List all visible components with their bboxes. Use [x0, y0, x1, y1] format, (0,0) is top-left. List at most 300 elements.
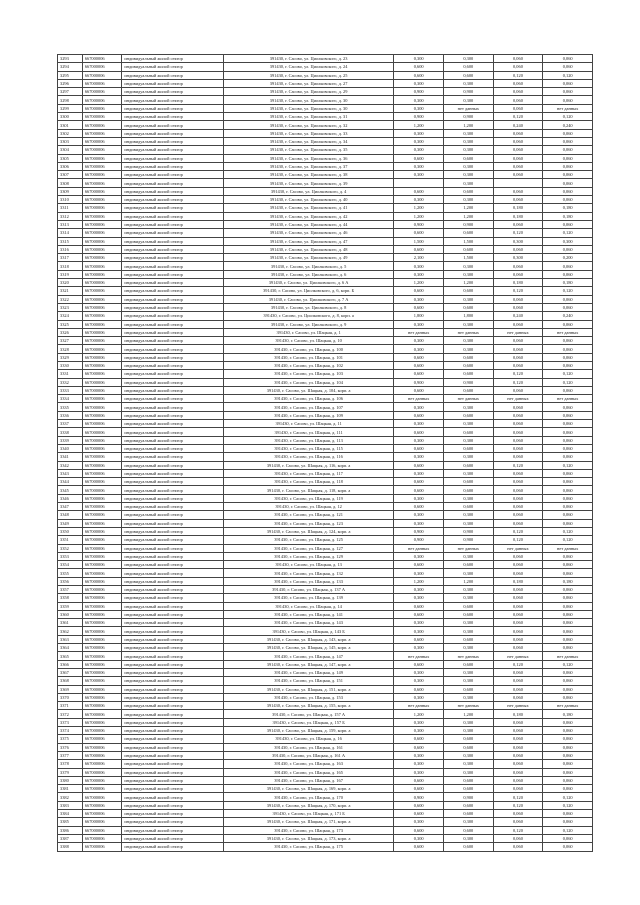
sector-type: индивидуальный жилой сектор: [122, 834, 224, 842]
volume-3: [493, 179, 543, 187]
row-number: 3331: [58, 370, 83, 378]
volume-3: 0,060: [493, 677, 543, 685]
volume-1: 0,300: [394, 586, 444, 594]
volume-2: 0,300: [443, 420, 493, 428]
volume-1: 0,600: [394, 187, 444, 195]
volume-2: 0,300: [443, 727, 493, 735]
volume-2: 0,900: [443, 536, 493, 544]
object-code: 667000006: [82, 361, 122, 369]
volume-3: 0,120: [493, 801, 543, 809]
object-code: 667000006: [82, 610, 122, 618]
volume-1: 0,300: [394, 295, 444, 303]
volume-3: 0,060: [493, 469, 543, 477]
volume-4: 0,060: [543, 179, 593, 187]
volume-3: 0,060: [493, 834, 543, 842]
address: 391430, г. Сасово, ул. Циолковского, д. 49: [223, 254, 393, 262]
row-number: 3308: [58, 179, 83, 187]
row-number: 3314: [58, 229, 83, 237]
sector-type: индивидуальный жилой сектор: [122, 196, 224, 204]
address: 391430, г. Сасово, ул. Шацкая, д. 117: [223, 469, 393, 477]
object-code: 667000006: [82, 810, 122, 818]
table-row: [58, 727, 593, 735]
volume-1: 0,600: [394, 411, 444, 419]
table-row: [58, 204, 593, 212]
volume-4: 0,120: [543, 826, 593, 834]
sector-type: индивидуальный жилой сектор: [122, 179, 224, 187]
volume-2: 0,600: [443, 685, 493, 693]
volume-1: 0,600: [394, 503, 444, 511]
volume-4: 0,060: [543, 428, 593, 436]
data-table: [57, 54, 593, 852]
address: 391430, г. Сасово, ул. Шацкая, д. 141: [223, 610, 393, 618]
sector-type: индивидуальный жилой сектор: [122, 677, 224, 685]
volume-3: 0,060: [493, 552, 543, 560]
sector-type: индивидуальный жилой сектор: [122, 527, 224, 535]
address: 391430, г. Сасово, ул. Циолковского, д. 46: [223, 229, 393, 237]
address: 391430, г. Сасово, ул. Циолковского, д. 7 А: [223, 295, 393, 303]
volume-3: 0,060: [493, 162, 543, 170]
table-row: [58, 610, 593, 618]
row-number: 3371: [58, 702, 83, 710]
row-number: 3384: [58, 810, 83, 818]
volume-1: 0,600: [394, 843, 444, 851]
sector-type: индивидуальный жилой сектор: [122, 287, 224, 295]
row-number: 3317: [58, 254, 83, 262]
volume-2: 0,300: [443, 751, 493, 759]
volume-4: 0,060: [543, 337, 593, 345]
volume-4: 0,060: [543, 776, 593, 784]
volume-1: [394, 179, 444, 187]
volume-1: 0,300: [394, 751, 444, 759]
table-row: [58, 810, 593, 818]
table-row: [58, 478, 593, 486]
sector-type: индивидуальный жилой сектор: [122, 843, 224, 851]
table-row: [58, 511, 593, 519]
object-code: 667000006: [82, 312, 122, 320]
row-number: 3380: [58, 776, 83, 784]
address: 391430, г. Сасово, ул. Шацкая, д. 124, корп. а: [223, 527, 393, 535]
volume-1: 0,600: [394, 776, 444, 784]
object-code: 667000006: [82, 718, 122, 726]
volume-1: 0,600: [394, 660, 444, 668]
sector-type: индивидуальный жилой сектор: [122, 337, 224, 345]
volume-1: 0,300: [394, 104, 444, 112]
row-number: 3307: [58, 171, 83, 179]
volume-4: 0,060: [543, 320, 593, 328]
volume-4: 0,060: [543, 469, 593, 477]
volume-3: 0,060: [493, 171, 543, 179]
volume-1: 0,600: [394, 287, 444, 295]
table-row: [58, 403, 593, 411]
volume-4: 0,060: [543, 818, 593, 826]
object-code: 667000006: [82, 693, 122, 701]
sector-type: индивидуальный жилой сектор: [122, 420, 224, 428]
volume-1: 0,300: [394, 627, 444, 635]
address: 391430, г. Сасово, ул. Шацкая, д. 147, корп. а: [223, 660, 393, 668]
volume-3: 0,120: [493, 660, 543, 668]
volume-3: 0,120: [493, 527, 543, 535]
volume-3: 0,060: [493, 337, 543, 345]
volume-1: 0,300: [394, 552, 444, 560]
table-row: [58, 552, 593, 560]
volume-4: 0,060: [543, 677, 593, 685]
row-number: 3347: [58, 503, 83, 511]
volume-2: 0,300: [443, 295, 493, 303]
sector-type: индивидуальный жилой сектор: [122, 411, 224, 419]
table-row: [58, 776, 593, 784]
volume-3: 0,060: [493, 478, 543, 486]
table-row: [58, 818, 593, 826]
sector-type: индивидуальный жилой сектор: [122, 760, 224, 768]
row-number: 3335: [58, 403, 83, 411]
volume-1: нет данных: [394, 328, 444, 336]
object-code: 667000006: [82, 337, 122, 345]
volume-3: 0,060: [493, 453, 543, 461]
sector-type: индивидуальный жилой сектор: [122, 320, 224, 328]
row-number: 3351: [58, 536, 83, 544]
row-number: 3381: [58, 785, 83, 793]
object-code: 667000006: [82, 619, 122, 627]
volume-4: нет данных: [543, 328, 593, 336]
volume-4: нет данных: [543, 544, 593, 552]
sector-type: индивидуальный жилой сектор: [122, 79, 224, 87]
sector-type: индивидуальный жилой сектор: [122, 469, 224, 477]
volume-4: 0,060: [543, 644, 593, 652]
object-code: 667000006: [82, 469, 122, 477]
volume-4: 0,060: [543, 353, 593, 361]
volume-3: 0,060: [493, 146, 543, 154]
table-row: [58, 179, 593, 187]
table-row: [58, 619, 593, 627]
address: 391430, г. Сасово, ул. Циолковского, д. 4: [223, 187, 393, 195]
volume-3: 0,060: [493, 586, 543, 594]
object-code: 667000006: [82, 303, 122, 311]
volume-2: 0,600: [443, 486, 493, 494]
row-number: 3295: [58, 71, 83, 79]
object-code: 667000006: [82, 735, 122, 743]
volume-3: 0,060: [493, 594, 543, 602]
sector-type: индивидуальный жилой сектор: [122, 279, 224, 287]
volume-1: 0,600: [394, 386, 444, 394]
row-number: 3341: [58, 453, 83, 461]
table-row: [58, 660, 593, 668]
sector-type: индивидуальный жилой сектор: [122, 635, 224, 643]
volume-2: 0,300: [443, 627, 493, 635]
volume-2: 0,600: [443, 602, 493, 610]
object-code: 667000006: [82, 635, 122, 643]
sector-type: индивидуальный жилой сектор: [122, 121, 224, 129]
volume-1: 1,200: [394, 121, 444, 129]
volume-4: 0,060: [543, 411, 593, 419]
volume-1: нет данных: [394, 395, 444, 403]
row-number: 3340: [58, 444, 83, 452]
volume-1: 0,600: [394, 461, 444, 469]
volume-4: 0,120: [543, 113, 593, 121]
volume-1: 0,300: [394, 727, 444, 735]
volume-4: 0,060: [543, 619, 593, 627]
table-row: [58, 254, 593, 262]
volume-3: 0,060: [493, 843, 543, 851]
table-row: [58, 527, 593, 535]
volume-3: 0,060: [493, 270, 543, 278]
object-code: 667000006: [82, 55, 122, 63]
address: 391430, г. Сасово, ул. Шацкая, д. 153: [223, 693, 393, 701]
object-code: 667000006: [82, 104, 122, 112]
table-row: [58, 121, 593, 129]
volume-1: 0,600: [394, 801, 444, 809]
volume-4: 0,060: [543, 187, 593, 195]
address: 391430, г. Сасово, ул. Шацкая, д. 12: [223, 503, 393, 511]
table-row: [58, 303, 593, 311]
volume-3: 0,120: [493, 536, 543, 544]
table-row: [58, 536, 593, 544]
sector-type: индивидуальный жилой сектор: [122, 295, 224, 303]
sector-type: индивидуальный жилой сектор: [122, 104, 224, 112]
sector-type: индивидуальный жилой сектор: [122, 378, 224, 386]
row-number: 3376: [58, 743, 83, 751]
row-number: 3360: [58, 610, 83, 618]
volume-3: 0,300: [493, 254, 543, 262]
volume-3: 0,120: [493, 71, 543, 79]
volume-1: 0,600: [394, 685, 444, 693]
volume-4: 0,060: [543, 79, 593, 87]
table-row: [58, 88, 593, 96]
volume-1: 0,900: [394, 113, 444, 121]
row-number: 3330: [58, 361, 83, 369]
volume-1: 0,300: [394, 644, 444, 652]
volume-1: 0,600: [394, 361, 444, 369]
address: 391430, г. Сасово, ул. Циолковского, д. 8: [223, 303, 393, 311]
volume-2: 0,300: [443, 453, 493, 461]
volume-1: 0,300: [394, 619, 444, 627]
table-row: [58, 785, 593, 793]
volume-4: 0,060: [543, 154, 593, 162]
sector-type: индивидуальный жилой сектор: [122, 793, 224, 801]
volume-3: 0,060: [493, 486, 543, 494]
volume-2: нет данных: [443, 652, 493, 660]
table-row: [58, 503, 593, 511]
row-number: 3383: [58, 801, 83, 809]
volume-2: 0,300: [443, 96, 493, 104]
volume-3: 0,060: [493, 403, 543, 411]
address: 391430, г. Сасово, ул. Шацкая, д. 167: [223, 776, 393, 784]
row-number: 3333: [58, 386, 83, 394]
row-number: 3320: [58, 279, 83, 287]
table-row: [58, 718, 593, 726]
volume-4: нет данных: [543, 652, 593, 660]
volume-4: 0,060: [543, 743, 593, 751]
volume-3: нет данных: [493, 544, 543, 552]
volume-2: 0,600: [443, 735, 493, 743]
volume-2: 1,800: [443, 312, 493, 320]
sector-type: индивидуальный жилой сектор: [122, 727, 224, 735]
table-row: [58, 113, 593, 121]
volume-4: 0,060: [543, 245, 593, 253]
volume-2: 0,300: [443, 162, 493, 170]
volume-3: 0,060: [493, 776, 543, 784]
object-code: 667000006: [82, 254, 122, 262]
sector-type: индивидуальный жилой сектор: [122, 702, 224, 710]
volume-3: 0,120: [493, 461, 543, 469]
volume-1: 0,300: [394, 146, 444, 154]
volume-1: 0,300: [394, 403, 444, 411]
volume-3: 0,180: [493, 710, 543, 718]
table-row: [58, 486, 593, 494]
volume-2: 0,300: [443, 668, 493, 676]
row-number: 3319: [58, 270, 83, 278]
sector-type: индивидуальный жилой сектор: [122, 270, 224, 278]
sector-type: индивидуальный жилой сектор: [122, 511, 224, 519]
table-row: [58, 71, 593, 79]
address: 391430, г. Сасово, ул. Шацкая, д. 169, корп. а: [223, 785, 393, 793]
address: 391430, г. Сасово, ул. Шацкая, д. 10: [223, 337, 393, 345]
sector-type: индивидуальный жилой сектор: [122, 370, 224, 378]
volume-2: нет данных: [443, 395, 493, 403]
volume-3: 0,180: [493, 204, 543, 212]
sector-type: индивидуальный жилой сектор: [122, 88, 224, 96]
table-row: [58, 644, 593, 652]
row-number: 3298: [58, 96, 83, 104]
volume-3: 0,060: [493, 602, 543, 610]
volume-2: 0,300: [443, 179, 493, 187]
volume-1: 0,600: [394, 561, 444, 569]
volume-4: 0,060: [543, 361, 593, 369]
volume-3: 0,060: [493, 743, 543, 751]
volume-1: 0,600: [394, 478, 444, 486]
sector-type: индивидуальный жилой сектор: [122, 129, 224, 137]
table-row: [58, 312, 593, 320]
volume-4: 0,060: [543, 171, 593, 179]
object-code: 667000006: [82, 79, 122, 87]
sector-type: индивидуальный жилой сектор: [122, 718, 224, 726]
table-row: [58, 386, 593, 394]
volume-3: 0,060: [493, 569, 543, 577]
volume-3: 0,060: [493, 685, 543, 693]
row-number: 3353: [58, 552, 83, 560]
volume-3: 0,060: [493, 619, 543, 627]
object-code: 667000006: [82, 328, 122, 336]
table-row: [58, 411, 593, 419]
address: 391430, г. Сасово, ул. Шацкая, д. 171 Б: [223, 810, 393, 818]
sector-type: индивидуальный жилой сектор: [122, 361, 224, 369]
table-row: [58, 212, 593, 220]
row-number: 3299: [58, 104, 83, 112]
object-code: 667000006: [82, 834, 122, 842]
address: 391430, г. Сасово, ул. Шацкая, д. 111: [223, 428, 393, 436]
volume-2: 0,900: [443, 113, 493, 121]
volume-1: 1,200: [394, 212, 444, 220]
volume-3: 0,060: [493, 55, 543, 63]
sector-type: индивидуальный жилой сектор: [122, 776, 224, 784]
row-number: 3378: [58, 760, 83, 768]
volume-3: 0,060: [493, 63, 543, 71]
table-row: [58, 270, 593, 278]
address: 391430, г. Сасово, ул. Шацкая, д. 149: [223, 668, 393, 676]
address: 391430, г. Сасово, ул. Шацкая, д. 151: [223, 677, 393, 685]
row-number: 3311: [58, 204, 83, 212]
sector-type: индивидуальный жилой сектор: [122, 652, 224, 660]
address: 391430, г. Сасово, ул. Циолковского, д. 36: [223, 154, 393, 162]
sector-type: индивидуальный жилой сектор: [122, 685, 224, 693]
volume-2: 0,900: [443, 793, 493, 801]
volume-2: 0,900: [443, 527, 493, 535]
object-code: 667000006: [82, 519, 122, 527]
row-number: 3352: [58, 544, 83, 552]
volume-3: 0,060: [493, 245, 543, 253]
volume-4: 0,240: [543, 121, 593, 129]
volume-2: 0,300: [443, 619, 493, 627]
volume-2: 0,300: [443, 494, 493, 502]
table-row: [58, 652, 593, 660]
volume-2: 0,600: [443, 386, 493, 394]
table-row: [58, 295, 593, 303]
table-row: [58, 710, 593, 718]
volume-3: 0,240: [493, 121, 543, 129]
table-row: [58, 693, 593, 701]
volume-1: 0,600: [394, 602, 444, 610]
object-code: 667000006: [82, 279, 122, 287]
volume-1: 0,600: [394, 229, 444, 237]
address: 391430, г. Сасово, ул. Шацкая, д. 101: [223, 353, 393, 361]
address: 391430, г. Сасово, ул. Шацкая, д. 100: [223, 345, 393, 353]
volume-3: 0,060: [493, 196, 543, 204]
address: 391430, г. Сасово, ул. Шацкая, д. 139: [223, 594, 393, 602]
address: 391430, г. Сасово, ул. Циолковского, д. 47: [223, 237, 393, 245]
table-row: [58, 328, 593, 336]
volume-1: 0,300: [394, 196, 444, 204]
sector-type: индивидуальный жилой сектор: [122, 154, 224, 162]
volume-2: 0,600: [443, 478, 493, 486]
sector-type: индивидуальный жилой сектор: [122, 113, 224, 121]
row-number: 3386: [58, 826, 83, 834]
table-row: [58, 635, 593, 643]
volume-1: 0,300: [394, 818, 444, 826]
volume-1: 0,600: [394, 826, 444, 834]
volume-1: 0,900: [394, 88, 444, 96]
volume-2: 0,900: [443, 88, 493, 96]
volume-3: 0,060: [493, 768, 543, 776]
table-row: [58, 760, 593, 768]
volume-4: 0,060: [543, 785, 593, 793]
table-row: [58, 229, 593, 237]
object-code: 667000006: [82, 702, 122, 710]
row-number: 3293: [58, 55, 83, 63]
row-number: 3332: [58, 378, 83, 386]
volume-1: 0,600: [394, 71, 444, 79]
volume-3: нет данных: [493, 328, 543, 336]
volume-4: 0,060: [543, 345, 593, 353]
volume-4: 0,060: [543, 162, 593, 170]
sector-type: индивидуальный жилой сектор: [122, 619, 224, 627]
address: 391430, г. Сасово, ул. Шацкая, д. 103: [223, 370, 393, 378]
volume-2: 0,300: [443, 436, 493, 444]
row-number: 3304: [58, 146, 83, 154]
volume-2: 0,300: [443, 469, 493, 477]
volume-2: 0,600: [443, 229, 493, 237]
volume-2: 0,600: [443, 187, 493, 195]
address: 391430, г. Сасово, ул. Шацкая, д. 171, корп. а: [223, 818, 393, 826]
volume-1: 0,600: [394, 810, 444, 818]
row-number: 3303: [58, 137, 83, 145]
address: 391430, г. Сасово, ул. Шацкая, д. 155, корп. а: [223, 702, 393, 710]
object-code: 667000006: [82, 420, 122, 428]
address: 391430, г. Сасово, ул. Циолковского, д. 35: [223, 146, 393, 154]
volume-2: 0,600: [443, 71, 493, 79]
row-number: 3361: [58, 619, 83, 627]
address: 391430, г. Сасово, ул. Циолковского, д. 5: [223, 262, 393, 270]
sector-type: индивидуальный жилой сектор: [122, 328, 224, 336]
volume-4: 0,180: [543, 279, 593, 287]
